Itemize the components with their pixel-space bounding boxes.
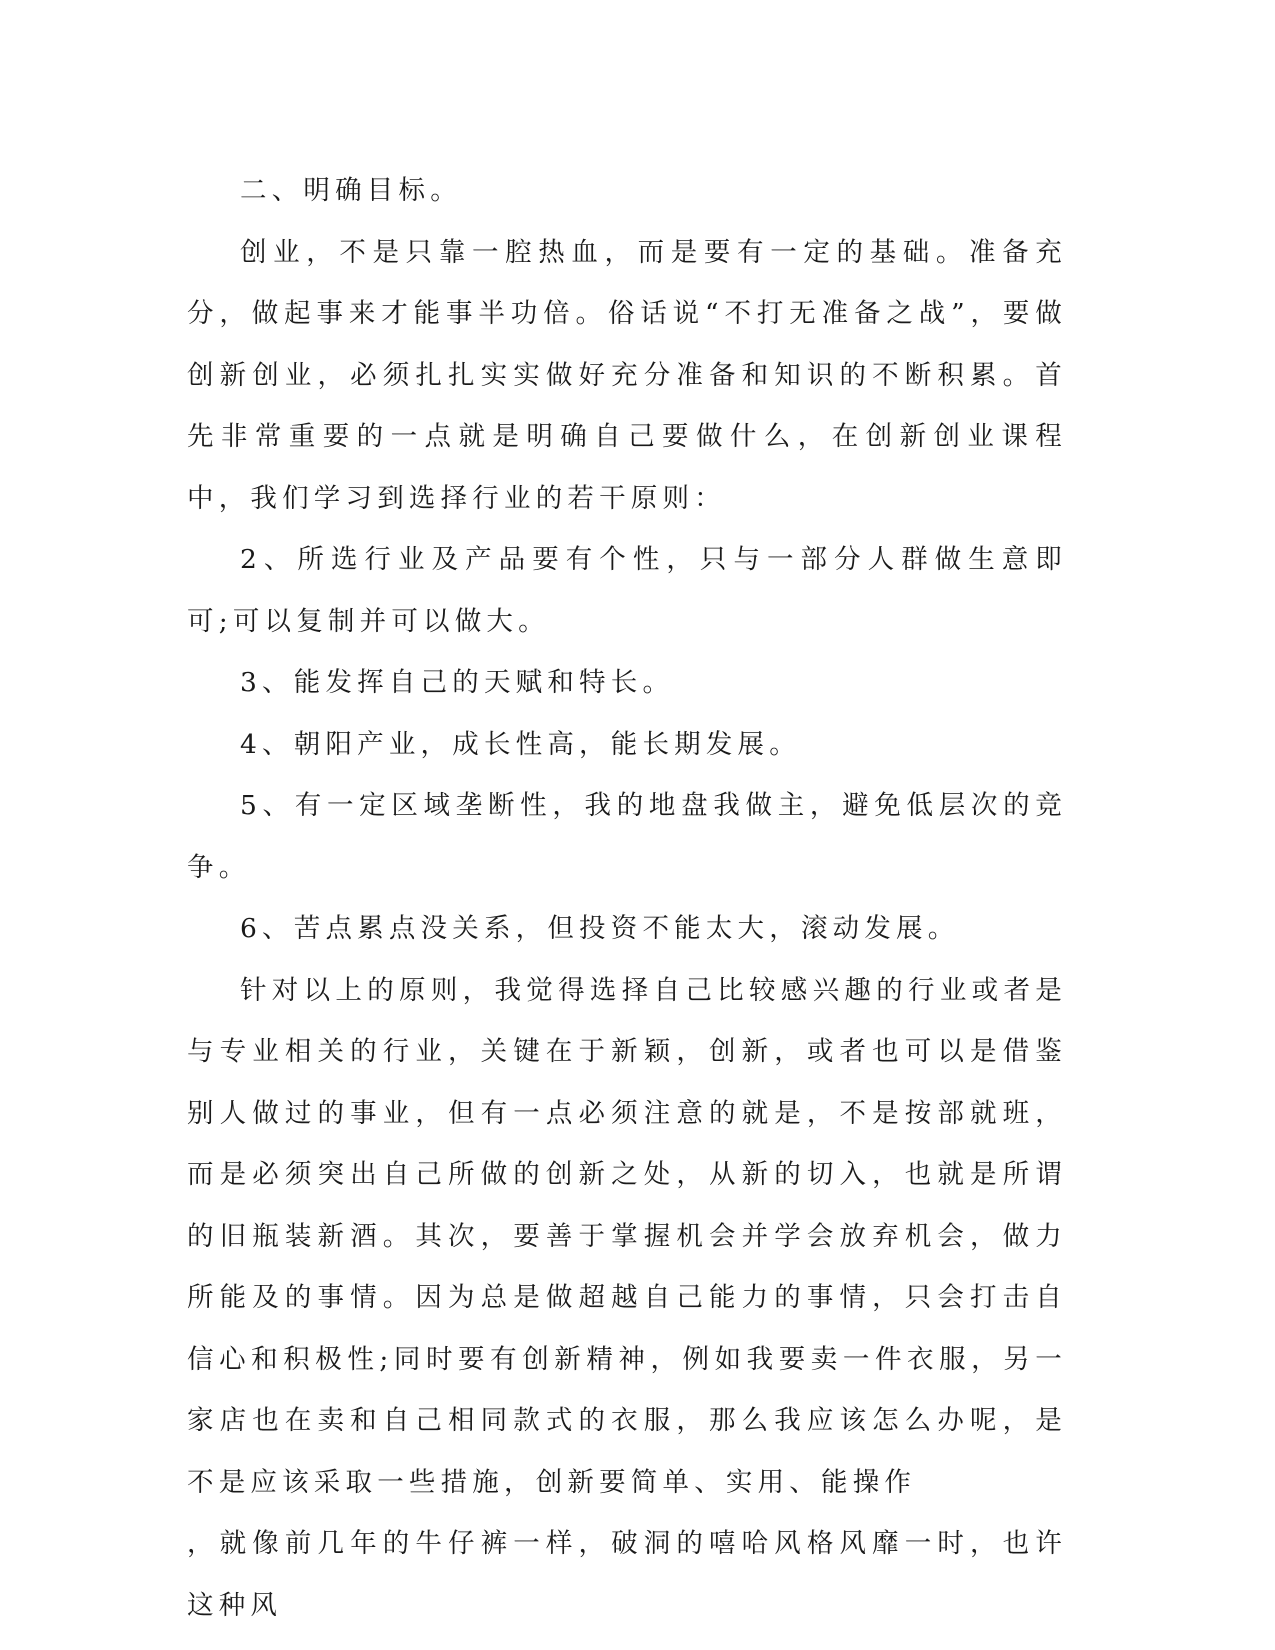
principle-item-2: 2、所选行业及产品要有个性，只与一部分人群做生意即可;可以复制并可以做大。 [187,544,1067,637]
intro-paragraph: 创业，不是只靠一腔热血，而是要有一定的基础。准备充分，做起事来才能事半功倍。俗话说“不打无准备之战”，要做创新创业，必须扎扎实实做好充分准备和知识的不断积累。首先非常重要的一点就是明确自己要做什么，在创新创业课程中，我们学习到选择行业的若干原则： [187,236,1067,514]
analysis-paragraph: 针对以上的原则，我觉得选择自己比较感兴趣的行业或者是与专业相关的行业，关键在于新颖，创新，或者也可以是借鉴别人做过的事业，但有一点必须注意的就是，不是按部就班，而是必须突出自己所做的创新之处，从新的切入，也就是所谓的旧瓶装新酒。其次，要善于掌握机会并学会放弃机会，做力所能及的事情。因为总是做超越自己能力的事情，只会打击自信心和积极性;同时要有创新精神，例如我要卖一件衣服，另一家店也在卖和自己相同款式的衣服，那么我应该怎么办呢，是不是应该采取一些措施，创新要简单、实用、能操作 [187,974,1067,1498]
principle-item-6: 6、苦点累点没关系，但投资不能太大，滚动发展。 [240,913,960,944]
continuation-line: ，就像前几年的牛仔裤一样，破洞的嘻哈风格风靡一时，也许这种风 [187,1528,1067,1621]
document-body [187,160,1067,1636]
principle-item-4: 4、朝阳产业，成长性高，能长期发展。 [240,728,801,760]
section-heading: 二、明确目标。 [240,175,462,206]
principle-item-5: 5、有一定区域垄断性，我的地盘我做主，避免低层次的竞争。 [187,790,1067,883]
principle-item-3: 3、能发挥自己的天赋和特长。 [240,667,675,698]
